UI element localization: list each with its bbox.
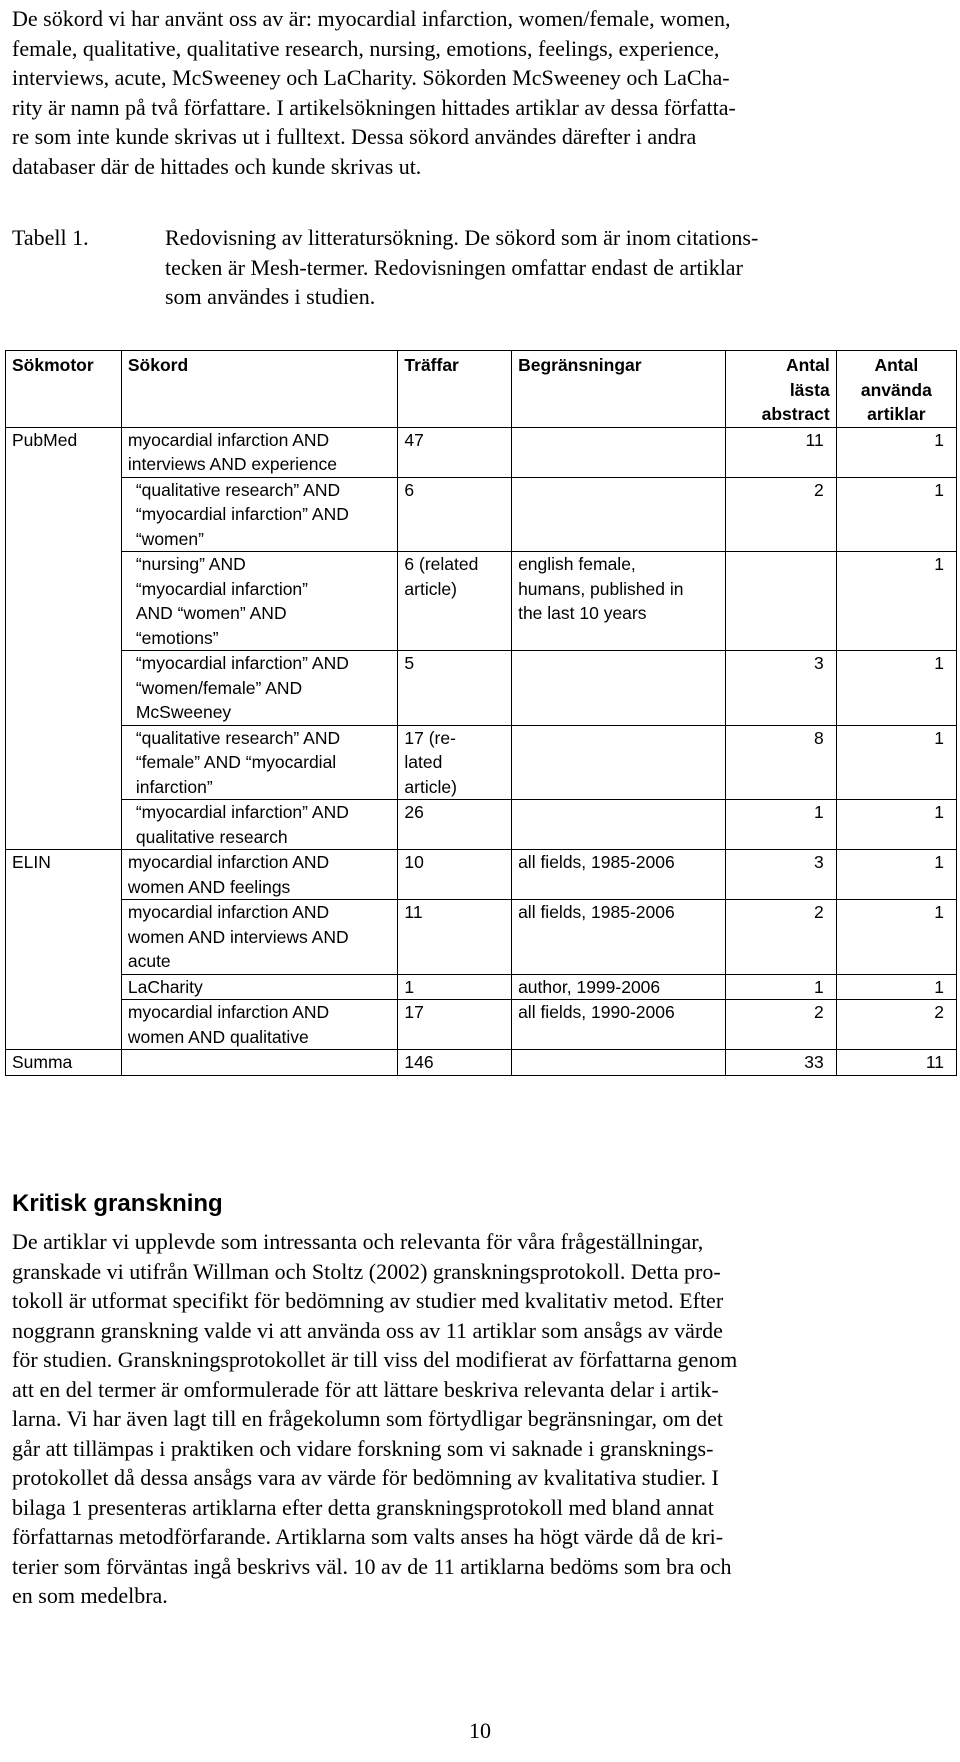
cell-engine xyxy=(6,974,122,1000)
cell-used: 1 xyxy=(836,900,956,975)
header-term: Sökord xyxy=(121,351,398,428)
critique-paragraph xyxy=(12,1227,930,1611)
cell-limits xyxy=(512,800,726,850)
cell-line: interviews AND experience xyxy=(127,454,337,474)
cell-hits xyxy=(398,477,512,552)
cell-term xyxy=(121,900,398,975)
cell-limits xyxy=(512,477,726,552)
cell-line: 26 xyxy=(404,802,424,822)
cell-term xyxy=(121,725,398,800)
cell-term xyxy=(121,974,398,1000)
critique-line: bilaga 1 presenteras artiklarna efter detta granskningsprotokoll med bland annat xyxy=(12,1494,714,1520)
total-label: Summa xyxy=(6,1050,122,1076)
cell-term xyxy=(121,651,398,726)
cell-line: LaCharity xyxy=(127,976,203,997)
cell-read: 3 xyxy=(726,850,836,900)
cell-used: 1 xyxy=(836,800,956,850)
cell-limits xyxy=(512,552,726,651)
table-row xyxy=(6,477,957,552)
cell-line: women AND interviews AND xyxy=(127,926,349,947)
cell-hits xyxy=(398,800,512,850)
table-row xyxy=(6,900,957,975)
intro-line: databaser där de hittades och kunde skrivas ut. xyxy=(12,153,422,179)
cell-hits xyxy=(398,1000,512,1050)
cell-line: myocardial infarction AND xyxy=(127,902,330,922)
cell-line: qualitative research xyxy=(135,826,288,847)
cell-read: 11 xyxy=(726,427,836,477)
header-limits: Begränsningar xyxy=(512,351,726,428)
cell-line: author, 1999-2006 xyxy=(518,976,661,997)
cell-used: 1 xyxy=(836,427,956,477)
critique-line: terier som förväntas ingå beskrivs väl. 10 av de 11 artiklarna bedöms som bra och xyxy=(12,1553,732,1579)
intro-line: rity är namn på två författare. I artikelsökningen hittades artiklar av dessa författa- xyxy=(12,94,736,120)
caption-line: Redovisning av litteratursökning. De sökord som är inom citations- xyxy=(165,225,759,250)
table-row xyxy=(6,725,957,800)
critique-line: att en del termer är omformulerade för att lättare beskriva relevanta delar i artik- xyxy=(12,1376,719,1402)
cell-line: 17 (re- xyxy=(404,727,456,748)
cell-line: humans, published in xyxy=(518,578,684,599)
section-title-critique: Kritisk granskning xyxy=(12,1190,223,1217)
cell-hits xyxy=(398,552,512,651)
critique-line: granskade vi utifrån Willman och Stoltz (2002) granskningsprotokoll. Detta pro- xyxy=(12,1258,721,1284)
total-empty xyxy=(121,1050,398,1076)
cell-limits xyxy=(512,900,726,975)
cell-line: AND “women” AND xyxy=(135,603,287,623)
caption-line: tecken är Mesh-termer. Redovisningen omfattar endast de artiklar xyxy=(165,254,743,280)
critique-line: författarnas metodförfarande. Artiklarna som valts anses ha högt värde då de kri- xyxy=(12,1524,724,1549)
cell-line: infarction” xyxy=(135,776,213,797)
table-header-row xyxy=(6,351,957,428)
cell-hits xyxy=(398,651,512,726)
cell-engine xyxy=(6,1000,122,1050)
cell-read xyxy=(726,552,836,651)
cell-read: 3 xyxy=(726,651,836,726)
critique-line: tokoll är utformat specifikt för bedömning av studier med kvalitativ metod. Efter xyxy=(12,1288,724,1313)
cell-line: 6 (related xyxy=(404,554,479,574)
intro-line: re som inte kunde skrivas ut i fulltext. Dessa sökord användes därefter i andra xyxy=(12,124,697,149)
intro-line: female, qualitative, qualitative research, nursing, emotions, feelings, experience, xyxy=(12,35,720,61)
cell-read: 1 xyxy=(726,974,836,1000)
cell-line: english female, xyxy=(518,554,636,574)
cell-line: women AND feelings xyxy=(127,876,291,897)
table-row xyxy=(6,850,957,900)
cell-used: 1 xyxy=(836,651,956,726)
table-row xyxy=(6,651,957,726)
cell-hits xyxy=(398,725,512,800)
cell-engine xyxy=(6,900,122,975)
cell-line: 6 xyxy=(404,479,415,500)
cell-read: 2 xyxy=(726,900,836,975)
cell-line: 17 xyxy=(404,1002,424,1022)
cell-used: 1 xyxy=(836,552,956,651)
cell-line: 10 xyxy=(404,852,424,872)
cell-line: McSweeney xyxy=(135,702,232,722)
cell-read: 1 xyxy=(726,800,836,850)
cell-hits xyxy=(398,900,512,975)
cell-hits xyxy=(398,850,512,900)
cell-line: myocardial infarction AND xyxy=(127,1002,330,1022)
cell-line: “myocardial infarction” AND xyxy=(135,802,349,822)
cell-read: 8 xyxy=(726,725,836,800)
intro-line: De sökord vi har använt oss av är: myocardial infarction, women/female, women, xyxy=(12,6,731,31)
cell-term xyxy=(121,427,398,477)
cell-engine xyxy=(6,651,122,726)
cell-line: “myocardial infarction” AND xyxy=(135,504,349,524)
cell-line: all fields, 1985-2006 xyxy=(518,902,675,922)
page-number: 10 xyxy=(469,1718,491,1743)
cell-limits xyxy=(512,427,726,477)
cell-line: “women/female” AND xyxy=(135,677,303,698)
cell-used: 1 xyxy=(836,477,956,552)
cell-hits xyxy=(398,427,512,477)
cell-line: “myocardial infarction” xyxy=(135,578,308,599)
cell-limits xyxy=(512,725,726,800)
header-engine: Sökmotor xyxy=(6,351,122,428)
table-row xyxy=(6,1000,957,1050)
cell-line: “female” AND “myocardial xyxy=(135,752,337,772)
cell-line: lated xyxy=(404,752,443,772)
cell-line: 5 xyxy=(404,653,415,673)
cell-limits xyxy=(512,651,726,726)
cell-read: 2 xyxy=(726,1000,836,1050)
table-row xyxy=(6,974,957,1000)
cell-term xyxy=(121,800,398,850)
cell-line: “emotions” xyxy=(135,627,219,648)
critique-line: noggrann granskning valde vi att använda oss av 11 artiklar som ansågs av värde xyxy=(12,1317,723,1343)
cell-engine: PubMed xyxy=(6,427,122,477)
cell-term xyxy=(121,1000,398,1050)
cell-line: myocardial infarction AND xyxy=(127,429,330,450)
caption-line: som användes i studien. xyxy=(165,284,376,309)
cell-line: article) xyxy=(404,776,457,797)
cell-line: myocardial infarction AND xyxy=(127,852,330,872)
cell-engine xyxy=(6,552,122,651)
cell-limits xyxy=(512,1000,726,1050)
cell-hits xyxy=(398,974,512,1000)
cell-line: “myocardial infarction” AND xyxy=(135,653,349,673)
cell-engine: ELIN xyxy=(6,850,122,900)
cell-line: acute xyxy=(127,951,171,971)
table-total-row xyxy=(6,1050,957,1076)
cell-read: 2 xyxy=(726,477,836,552)
total-hits: 146 xyxy=(398,1050,512,1076)
critique-line: en som medelbra. xyxy=(12,1583,168,1608)
cell-line: 11 xyxy=(404,902,423,922)
search-results-table xyxy=(5,350,957,1076)
total-empty xyxy=(512,1050,726,1076)
critique-line: larna. Vi har även lagt till en frågekolumn som förtydligar begränsningar, om det xyxy=(12,1406,723,1431)
cell-engine xyxy=(6,800,122,850)
cell-term xyxy=(121,552,398,651)
table-row xyxy=(6,800,957,850)
cell-line: “qualitative research” AND xyxy=(135,727,341,748)
cell-used: 1 xyxy=(836,850,956,900)
cell-line: all fields, 1985-2006 xyxy=(518,852,675,872)
cell-line: 1 xyxy=(404,976,415,997)
cell-line: the last 10 years xyxy=(518,603,647,623)
critique-line: De artiklar vi upplevde som intressanta och relevanta för våra frågeställningar, xyxy=(12,1229,704,1254)
cell-line: women AND qualitative xyxy=(127,1026,309,1047)
cell-line: all fields, 1990-2006 xyxy=(518,1002,675,1022)
cell-line: article) xyxy=(404,578,457,599)
cell-line: “qualitative research” AND xyxy=(135,479,341,500)
total-used: 11 xyxy=(836,1050,956,1076)
header-used: Antal använda artiklar xyxy=(836,351,956,428)
cell-term xyxy=(121,477,398,552)
cell-limits xyxy=(512,974,726,1000)
cell-line: “women” xyxy=(135,528,204,549)
critique-line: protokollet då dessa ansågs vara av värde för bedömning av kvalitativa studier. I xyxy=(12,1465,719,1490)
intro-paragraph xyxy=(12,4,930,181)
table-caption-label: Tabell 1. xyxy=(12,225,89,250)
critique-line: går att tillämpas i praktiken och vidare forskning som vi saknade i gransknings- xyxy=(12,1435,714,1461)
critique-line: för studien. Granskningsprotokollet är till viss del modifierat av författarna genom xyxy=(12,1347,738,1372)
cell-used: 1 xyxy=(836,974,956,1000)
cell-limits xyxy=(512,850,726,900)
total-read: 33 xyxy=(726,1050,836,1076)
table-row xyxy=(6,427,957,477)
header-hits: Träffar xyxy=(398,351,512,428)
header-read: Antal lästa abstract xyxy=(726,351,836,428)
cell-engine xyxy=(6,477,122,552)
table-row xyxy=(6,552,957,651)
cell-term xyxy=(121,850,398,900)
cell-line: 47 xyxy=(404,429,424,450)
intro-line: interviews, acute, McSweeney och LaCharity. Sökorden McSweeney och LaCha- xyxy=(12,65,730,90)
cell-line: “nursing” AND xyxy=(135,554,246,574)
table-caption-text xyxy=(165,223,925,312)
cell-used: 1 xyxy=(836,725,956,800)
cell-used: 2 xyxy=(836,1000,956,1050)
cell-engine xyxy=(6,725,122,800)
